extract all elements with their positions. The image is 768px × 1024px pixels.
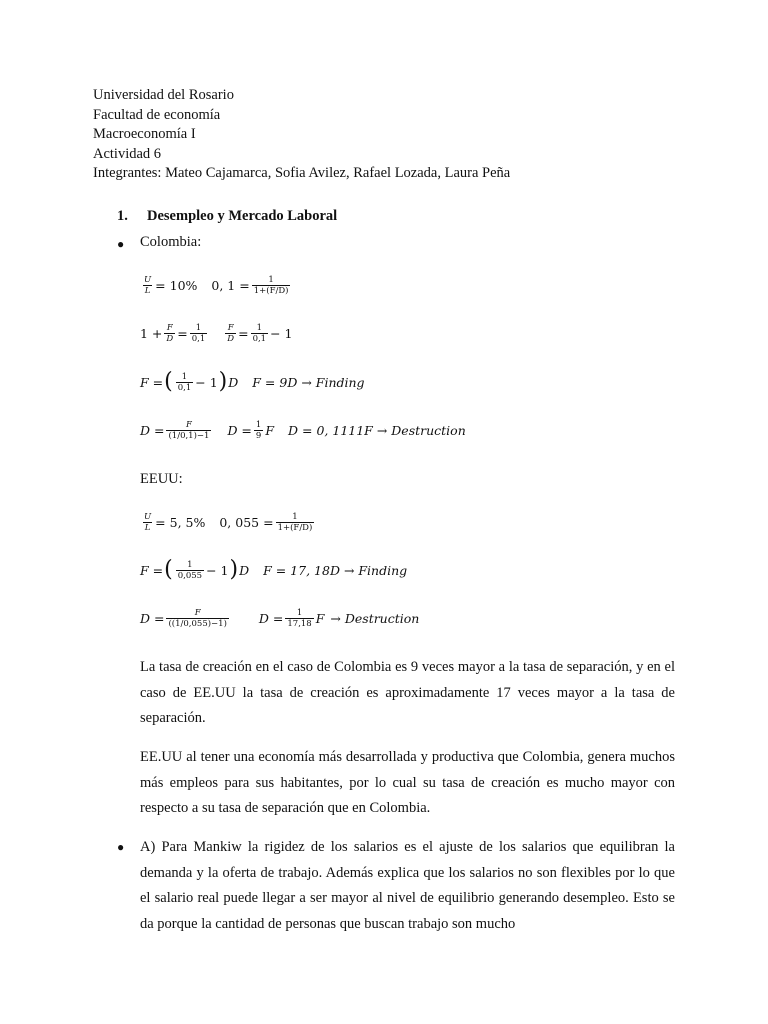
- destruction-result: → Destruction: [330, 611, 420, 626]
- bullet-icon: ●: [117, 840, 125, 854]
- colombia-equation-1: [140, 275, 292, 296]
- d-variable: D: [239, 562, 250, 578]
- eq2-lhs: F =: [140, 562, 164, 578]
- document-header: [93, 86, 510, 184]
- equals-sign: =: [238, 326, 249, 341]
- faculty-name: Facultad de economía: [93, 106, 221, 123]
- equals-sign: =: [177, 326, 188, 341]
- d-variable: D: [228, 374, 239, 390]
- f-over-expr-fraction: [166, 420, 211, 441]
- one-over-k-fraction: [285, 608, 313, 629]
- fraction-numerator: 1: [268, 275, 274, 285]
- fraction-numerator: 1: [187, 559, 193, 570]
- one-over-p-fraction-2: [251, 323, 269, 344]
- fraction-denominator: 0,055: [177, 570, 203, 581]
- minus-one: − 1: [270, 326, 293, 341]
- eq4-lhs: D =: [140, 423, 165, 438]
- denominator-d: D: [166, 334, 174, 344]
- ratio-fraction: [276, 512, 315, 533]
- section-number: 1.: [117, 208, 128, 224]
- d-equals: D =: [227, 423, 252, 438]
- bullet-icon: ●: [117, 237, 125, 251]
- fraction-denominator: 9: [255, 431, 262, 441]
- university-name: Universidad del Rosario: [93, 87, 234, 103]
- numerator-f: F: [166, 323, 173, 333]
- fraction-numerator: 1: [292, 512, 298, 522]
- denominator-l: L: [144, 523, 151, 533]
- section-title: Desempleo y Mercado Laboral: [147, 208, 338, 224]
- colombia-equation-2: [140, 323, 293, 344]
- fraction-denominator: 1+(F/D): [253, 286, 289, 296]
- fraction-denominator: 1+(F/D): [277, 523, 313, 533]
- fraction-numerator: 1: [296, 608, 303, 618]
- ratio-fraction: [252, 275, 291, 296]
- f-variable: F: [265, 423, 275, 438]
- denominator-d: D: [227, 334, 235, 344]
- numerator-f: F: [227, 323, 234, 333]
- paragraph-mankiw: A) Para Mankiw la rigidez de los salarios es el ajuste de los salarios que equilibran la demanda y la oferta de trabajo. Además explica que los salarios no son flexibles por lo que el salario real puede llegar a ser mayor al nivel de equilibrio generando desempleo. Esto se da porque la cantidad de personas que buscan trabajo son mucho: [140, 839, 675, 932]
- colombia-equation-3: F = ( $\frac{1}{0,1}$ − 1 ) D F = 9D → Finding: [140, 369, 365, 394]
- numerator-f: F: [186, 420, 192, 430]
- paragraph-comparison: La tasa de creación en el caso de Colombia es 9 veces mayor a la tasa de separación, y en el caso de EE.UU la tasa de creación es aproximadamente 17 veces mayor a la tasa de separación.: [140, 659, 675, 726]
- team-members: Integrantes: Mateo Cajamarca, Sofia Avilez, Rafael Lozada, Laura Peña: [93, 165, 511, 181]
- numerator-f: F: [194, 608, 201, 618]
- unemployment-rate: = 5, 5%: [155, 515, 206, 530]
- fraction-denominator: (1/0,1)−1: [168, 431, 210, 441]
- minus-one: − 1: [195, 374, 218, 390]
- ratio-lhs: 0, 055 =: [219, 515, 274, 530]
- denominator-l: L: [144, 286, 151, 296]
- u-over-l-fraction: [142, 275, 153, 296]
- fraction-numerator: 1: [195, 323, 202, 333]
- fraction-denominator: 0,1: [252, 334, 267, 344]
- f-over-d-fraction-2: [225, 323, 236, 344]
- fraction-denominator: 0,1: [191, 334, 206, 344]
- finding-result: F = 9D → Finding: [252, 374, 365, 390]
- fraction-numerator: 1: [256, 323, 263, 333]
- eeuu-equation-3: [140, 608, 419, 629]
- ratio-lhs: 0, 1 =: [211, 278, 250, 293]
- f-variable: F: [315, 611, 325, 626]
- numerator-u: U: [144, 512, 152, 522]
- fraction-numerator: 1: [181, 371, 188, 382]
- eq3-lhs: D =: [140, 611, 165, 626]
- f-over-expr-fraction: [166, 608, 228, 629]
- eeuu-equation-2: F = ( $\frac{1}{0,055}$ − 1 ) D F = 17, 18D → Finding: [140, 557, 408, 582]
- activity-name: Actividad 6: [93, 145, 162, 162]
- colombia-label: Colombia:: [140, 234, 202, 250]
- d-equals: D =: [258, 611, 284, 626]
- f-over-d-fraction: [164, 323, 175, 344]
- one-over-p-fraction: [176, 372, 194, 393]
- colombia-equation-4: [140, 420, 466, 441]
- course-name: Macroeconomía I: [93, 126, 196, 142]
- one-over-p-fraction: [190, 323, 208, 344]
- fraction-denominator: 0,1: [177, 382, 192, 393]
- eeuu-label: EEUU:: [140, 471, 183, 487]
- fraction-denominator: 17,18: [287, 619, 312, 629]
- one-over-nine-fraction: [254, 420, 263, 441]
- unemployment-rate: = 10%: [155, 278, 198, 293]
- eeuu-equation-1: [140, 512, 316, 533]
- paragraph-explanation: EE.UU al tener una economía más desarrollada y productiva que Colombia, genera muchos más empleos para sus habitantes, por lo cual su tasa de creación es mucho mayor con respecto a su tasa de separación que en Colombia.: [140, 749, 675, 816]
- destruction-result: D = 0, 1111F → Destruction: [288, 423, 466, 438]
- finding-result: F = 17, 18D → Finding: [263, 562, 408, 578]
- fraction-numerator: 1: [255, 420, 262, 430]
- minus-one: − 1: [206, 562, 229, 578]
- u-over-l-fraction: [142, 512, 153, 533]
- eq2-lhs: 1 +: [140, 326, 163, 341]
- numerator-u: U: [144, 275, 152, 285]
- eq3-lhs: F =: [140, 374, 164, 390]
- fraction-denominator: ((1/0,055)−1): [168, 619, 227, 629]
- one-over-p-fraction: [176, 560, 204, 581]
- section-heading: [117, 208, 337, 225]
